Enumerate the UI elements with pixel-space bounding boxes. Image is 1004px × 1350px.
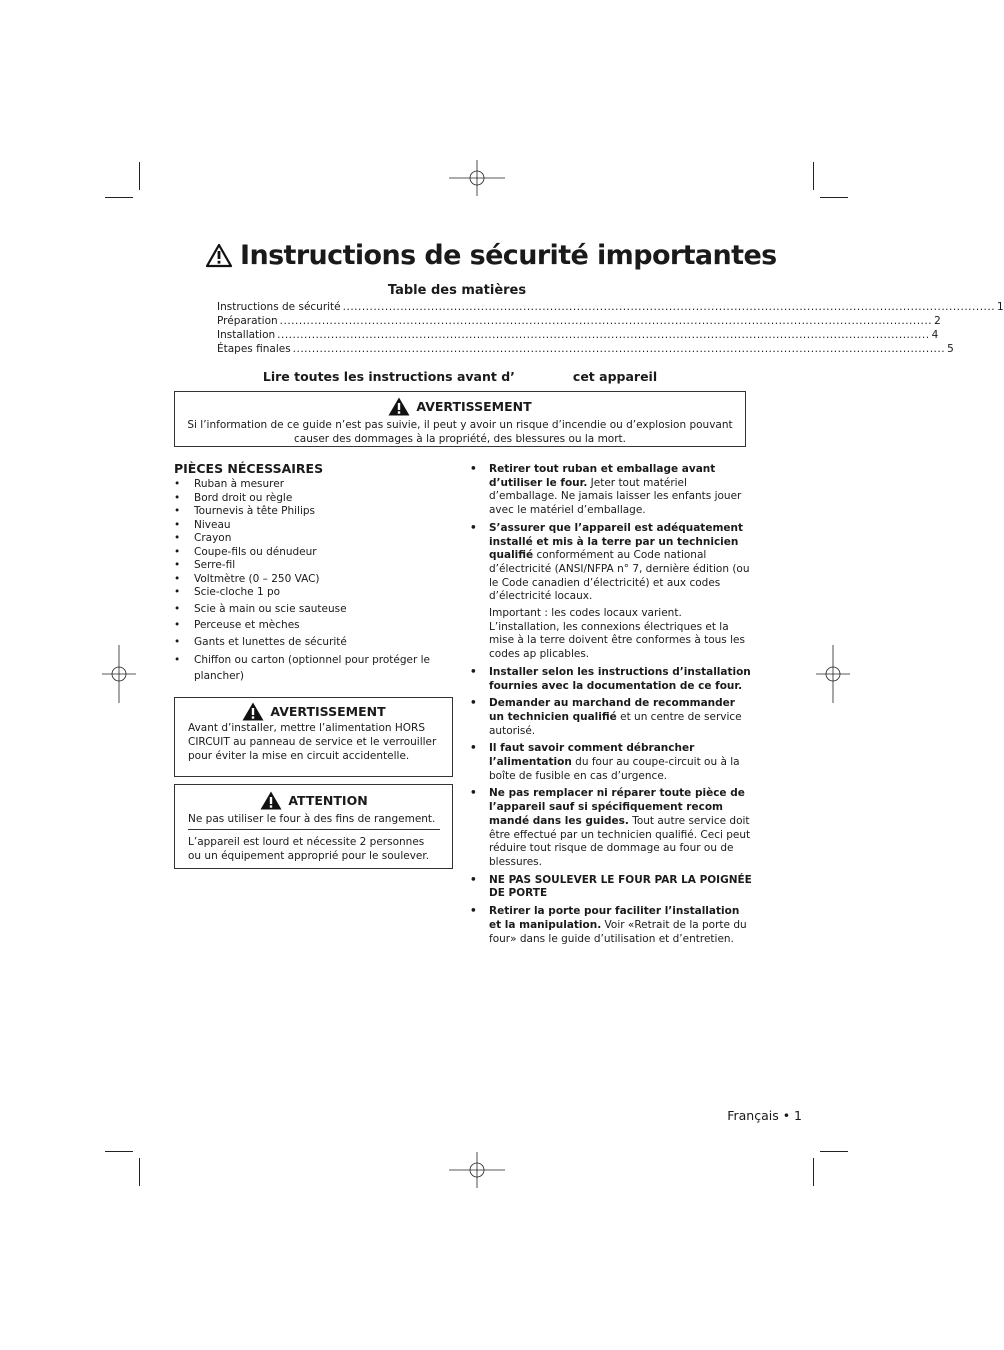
- main-warning-title: [183, 397, 737, 416]
- list-item: [470, 463, 752, 518]
- list-item: [470, 522, 752, 662]
- list-item: [470, 787, 752, 869]
- instruction-bold: Retirer la porte pour faciliter l’installation et la manipulation.: [489, 905, 740, 931]
- toc-leader-dots: ..........................................................................................................................................................................: [277, 329, 930, 341]
- page-footer: Français • 1: [727, 1108, 802, 1123]
- crop-mark-tr-v: [813, 162, 814, 190]
- instruction-text: du four au coupe-circuit ou à la boîte de fusible en cas d’urgence.: [489, 756, 740, 782]
- toc-row[interactable]: [217, 329, 939, 343]
- warning-triangle-icon: [242, 702, 264, 721]
- list-item: • Voltmètre (0 – 250 VAC): [174, 573, 444, 587]
- instruction-text: et un centre de service autorisé.: [489, 710, 742, 737]
- toc-leader-dots: ..........................................................................................................................................................................: [292, 343, 946, 355]
- toc-leader-dots: ..........................................................................................................................................................................: [342, 301, 996, 313]
- read-all-part2: cet appareil: [572, 369, 658, 384]
- list-item: • Scie-cloche 1 po: [174, 586, 444, 600]
- list-item: [470, 874, 752, 901]
- toc-label: Préparation: [217, 315, 278, 327]
- toc-row[interactable]: [217, 343, 954, 357]
- list-item: • Scie à main ou scie sauteuse: [174, 603, 444, 617]
- toc-page: 2: [934, 315, 941, 327]
- list-item: [470, 742, 752, 783]
- instruction-text: conformément au Code national d’électricité (ANSI/NFPA n° 7, dernière édition (ou le Code canadien d’électricité) et aux codes d’électricité locaux.: [489, 549, 750, 603]
- main-warning-text: Si l’information de ce guide n’est pas suivie, il peut y avoir un risque d’incendie ou d’explosion pouvant causer des dommages à la propriété, des blessures ou la mort.: [187, 419, 733, 445]
- list-item: • Coupe-fils ou dénudeur: [174, 546, 444, 560]
- list-item: • Bord droit ou règle: [174, 492, 444, 506]
- install-warning-box: [174, 697, 453, 777]
- toc-label: Instructions de sécurité: [217, 301, 341, 313]
- instruction-text: Tout autre service doit être effectué par un technicien qualifié. Ceci peut réduire tout risque de dommage au four ou de blessures.: [489, 814, 751, 868]
- list-item: • Serre-fil: [174, 559, 444, 573]
- list-item: • Chiffon ou carton (optionnel pour protéger le plancher): [174, 652, 444, 684]
- toc-label: Installation: [217, 329, 276, 341]
- crop-mark-tl-v: [139, 162, 140, 190]
- list-item: [470, 905, 752, 946]
- instruction-bold: Il faut savoir comment débrancher l’alimentation: [489, 742, 695, 769]
- warning-triangle-icon: [388, 397, 410, 416]
- install-warning-text: Avant d’installer, mettre l’alimentation HORS CIRCUIT au panneau de service et le verrouiller pour éviter la mise en circuit accidentelle.: [188, 722, 437, 762]
- toc-label: Étapes finales: [217, 343, 291, 355]
- crop-mark-br-v: [813, 1158, 814, 1186]
- read-all-instructions: [174, 369, 746, 384]
- list-item: [470, 697, 752, 738]
- instruction-bold: Installer selon les instructions d’installation fournies avec la documentation de ce four.: [489, 665, 751, 692]
- list-item: • Crayon: [174, 532, 444, 546]
- crop-mark-bl-v: [139, 1158, 140, 1186]
- toc-page: 5: [947, 343, 954, 355]
- instruction-note: Important : les codes locaux varient. L’installation, les connexions électriques et la mise à la terre doivent être conformes à tous les codes ap plicables.: [489, 607, 745, 661]
- crop-mark-tl-h: [105, 197, 133, 198]
- list-item: [470, 666, 752, 693]
- instruction-text: Voir «Retrait de la porte du four» dans le guide d’utilisation et d’entretien.: [489, 918, 747, 945]
- warning-triangle-icon: [260, 791, 282, 810]
- toc-row[interactable]: [217, 301, 1004, 315]
- attention-box: [174, 784, 453, 869]
- attention-line1: Ne pas utiliser le four à des fins de rangement.: [188, 812, 440, 830]
- main-warning-box: [174, 391, 746, 447]
- attention-title-text: ATTENTION: [288, 793, 368, 808]
- parts-heading: PIÈCES NÉCESSAIRES: [174, 461, 324, 476]
- attention-line2: L’appareil est lourd et nécessite 2 personnes ou un équipement approprié pour le soulever.: [188, 836, 430, 862]
- list-item: • Tournevis à tête Philips: [174, 505, 444, 519]
- crop-mark-tr-h: [820, 197, 848, 198]
- table-of-contents: [217, 301, 1004, 357]
- instruction-bold: Ne pas remplacer ni réparer toute pièce de l’appareil sauf si spécifiquement recom mandé dans les guides.: [489, 787, 745, 827]
- list-item: • Gants et lunettes de sécurité: [174, 636, 444, 650]
- registration-mark-bottom: [449, 1152, 505, 1188]
- crop-mark-br-h: [820, 1151, 848, 1152]
- registration-mark-right: [816, 645, 850, 703]
- toc-leader-dots: ..........................................................................................................................................................................: [279, 315, 933, 327]
- toc-page: 1: [997, 301, 1004, 313]
- install-warning-title: [188, 702, 440, 721]
- parts-list: [174, 478, 444, 684]
- main-warning-title-text: AVERTISSEMENT: [416, 399, 532, 414]
- read-all-part1: Lire toutes les instructions avant d’: [262, 369, 515, 384]
- page-title: [206, 240, 777, 271]
- attention-title: [188, 791, 440, 810]
- page-title-text: Instructions de sécurité importantes: [240, 240, 777, 271]
- instruction-bold: Demander au marchand de recommander un technicien qualifié: [489, 697, 735, 723]
- toc-row[interactable]: [217, 315, 941, 329]
- warning-triangle-icon: [206, 244, 232, 267]
- instruction-bold: Retirer tout ruban et emballage avant d’utiliser le four.: [489, 463, 716, 489]
- list-item: • Perceuse et mèches: [174, 619, 444, 633]
- list-item: • Niveau: [174, 519, 444, 533]
- crop-mark-bl-h: [105, 1151, 133, 1152]
- toc-heading: Table des matières: [387, 283, 527, 298]
- safety-instructions-list: [470, 463, 752, 950]
- instruction-bold: NE PAS SOULEVER LE FOUR PAR LA POIGNÉE DE PORTE: [489, 873, 752, 900]
- list-item: • Ruban à mesurer: [174, 478, 444, 492]
- instruction-text: Jeter tout matériel d’emballage. Ne jamais laisser les enfants jouer avec le matériel d’emballage.: [489, 476, 742, 517]
- toc-page: 4: [931, 329, 939, 341]
- install-warning-title-text: AVERTISSEMENT: [270, 704, 386, 719]
- registration-mark-top: [449, 160, 505, 196]
- instruction-bold: S’assurer que l’appareil est adéquatement installé et mis à la terre par un technicien qualifié: [489, 521, 743, 562]
- registration-mark-left: [102, 645, 136, 703]
